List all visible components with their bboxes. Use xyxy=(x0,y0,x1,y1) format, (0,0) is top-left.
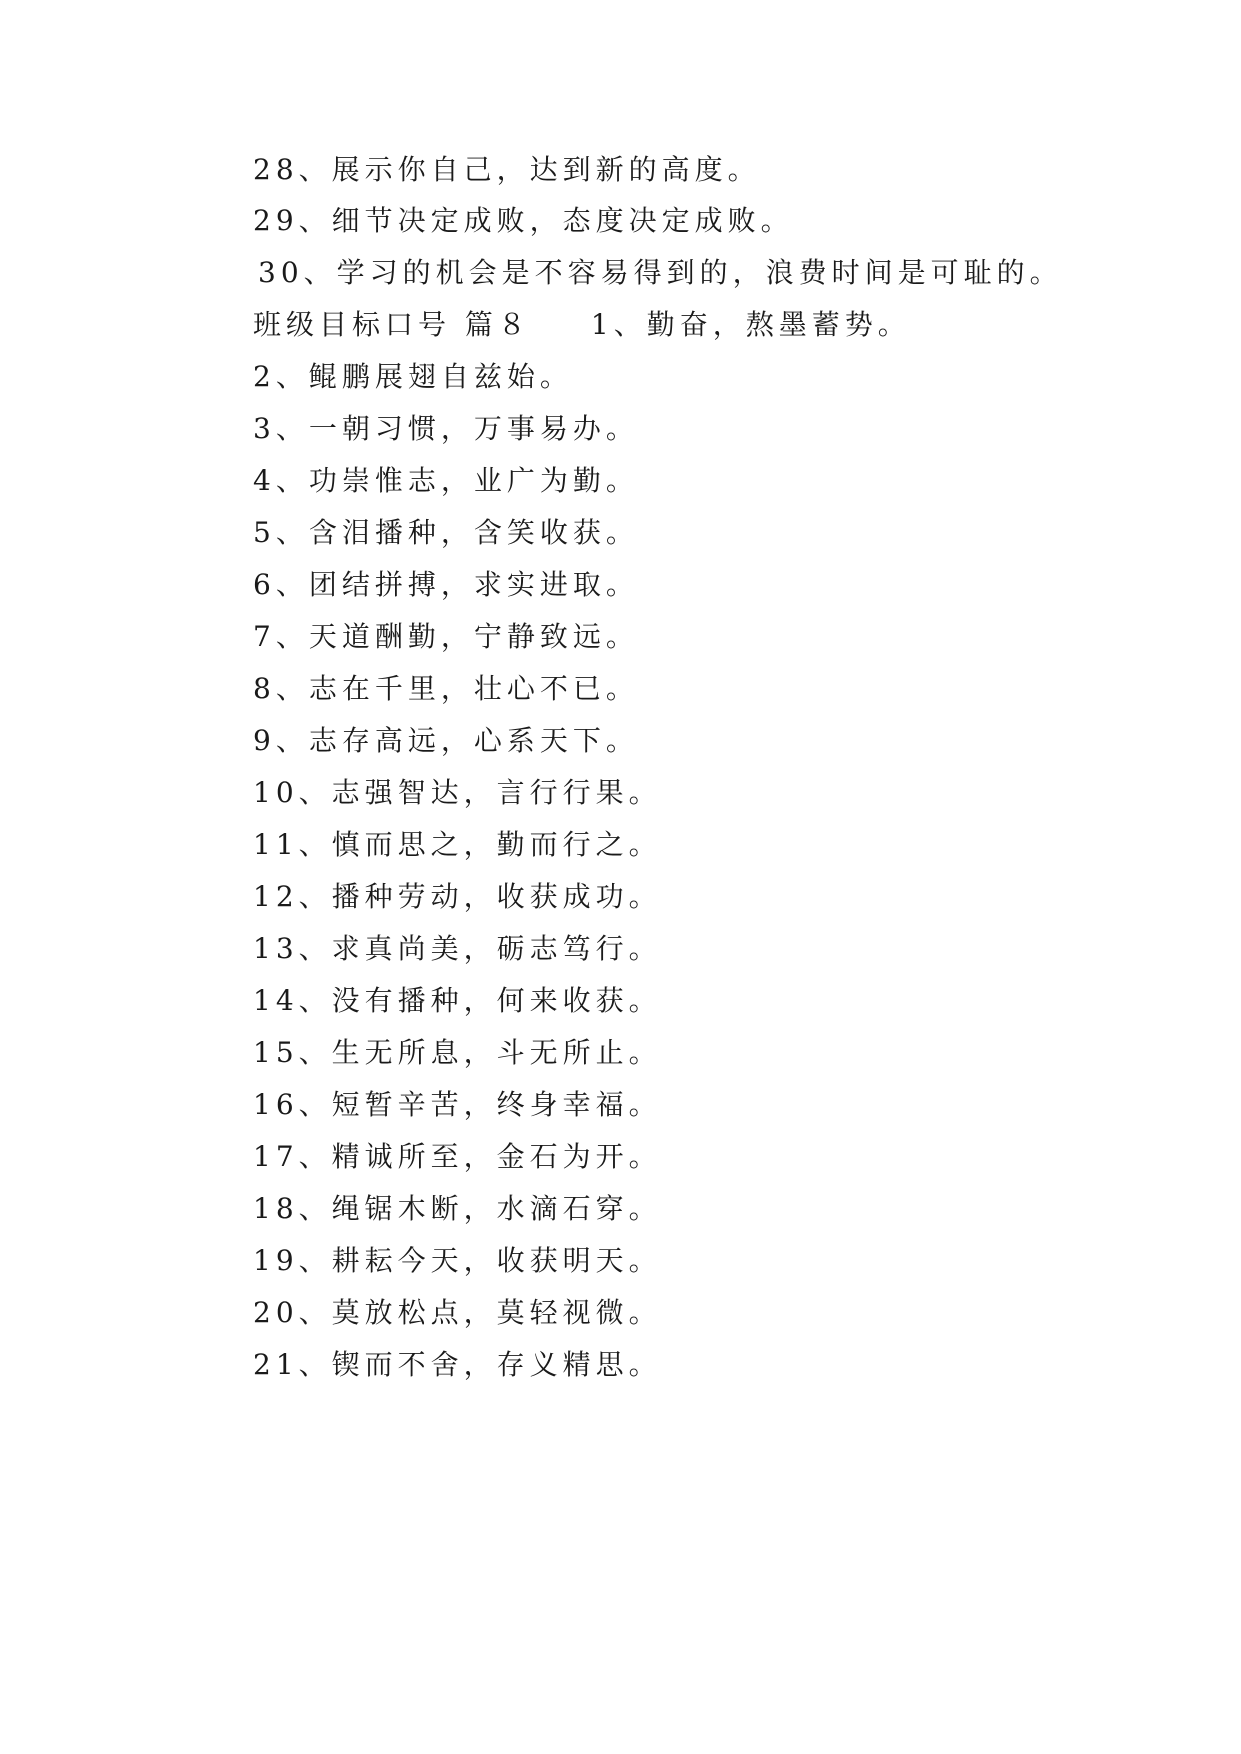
slogan-line-5: 5、含泪播种，含笑收获。 xyxy=(253,516,639,549)
slogan-line-14: 14、没有播种，何来收获。 xyxy=(253,984,662,1017)
slogan-line-3: 3、一朝习惯，万事易办。 xyxy=(253,412,639,445)
slogan-line-15: 15、生无所息，斗无所止。 xyxy=(253,1036,662,1069)
slogan-line-9: 9、志存高远，心系天下。 xyxy=(253,724,639,757)
slogan-line-21: 21、锲而不舍，存义精思。 xyxy=(253,1348,662,1381)
slogan-line-19: 19、耕耘今天，收获明天。 xyxy=(253,1244,662,1277)
slogan-line-16: 16、短暂辛苦，终身幸福。 xyxy=(253,1088,662,1121)
slogan-line-17: 17、精诚所至，金石为开。 xyxy=(253,1140,662,1173)
section-heading-row xyxy=(253,307,911,343)
slogan-line-11: 11、慎而思之，勤而行之。 xyxy=(253,828,662,861)
slogan-line-8: 8、志在千里，壮心不已。 xyxy=(253,672,639,705)
slogan-line-2: 2、鲲鹏展翅自兹始。 xyxy=(253,360,573,393)
slogan-line-18: 18、绳锯木断，水滴石穿。 xyxy=(253,1192,662,1225)
slogan-line-6: 6、团结拼搏，求实进取。 xyxy=(253,568,639,601)
slogan-line-12: 12、播种劳动，收获成功。 xyxy=(253,880,662,913)
slogan-line-28: 28、展示你自己，达到新的高度。 xyxy=(253,153,761,186)
slogan-line-10: 10、志强智达，言行行果。 xyxy=(253,776,662,809)
slogan-line-4: 4、功崇惟志，业广为勤。 xyxy=(253,464,639,497)
slogan-line-1: 1、勤奋，熬墨蓄势。 xyxy=(590,308,911,341)
slogan-line-7: 7、天道酬勤，宁静致远。 xyxy=(253,620,639,653)
section-heading: 班级目标口号 篇８ xyxy=(253,308,531,341)
slogan-line-29: 29、细节决定成败，态度决定成败。 xyxy=(253,204,794,237)
slogan-line-20: 20、莫放松点，莫轻视微。 xyxy=(253,1296,662,1329)
slogan-line-13: 13、求真尚美，砺志笃行。 xyxy=(253,932,662,965)
slogan-line-30: 30、学习的机会是不容易得到的，浪费时间是可耻的。 xyxy=(258,256,1063,289)
